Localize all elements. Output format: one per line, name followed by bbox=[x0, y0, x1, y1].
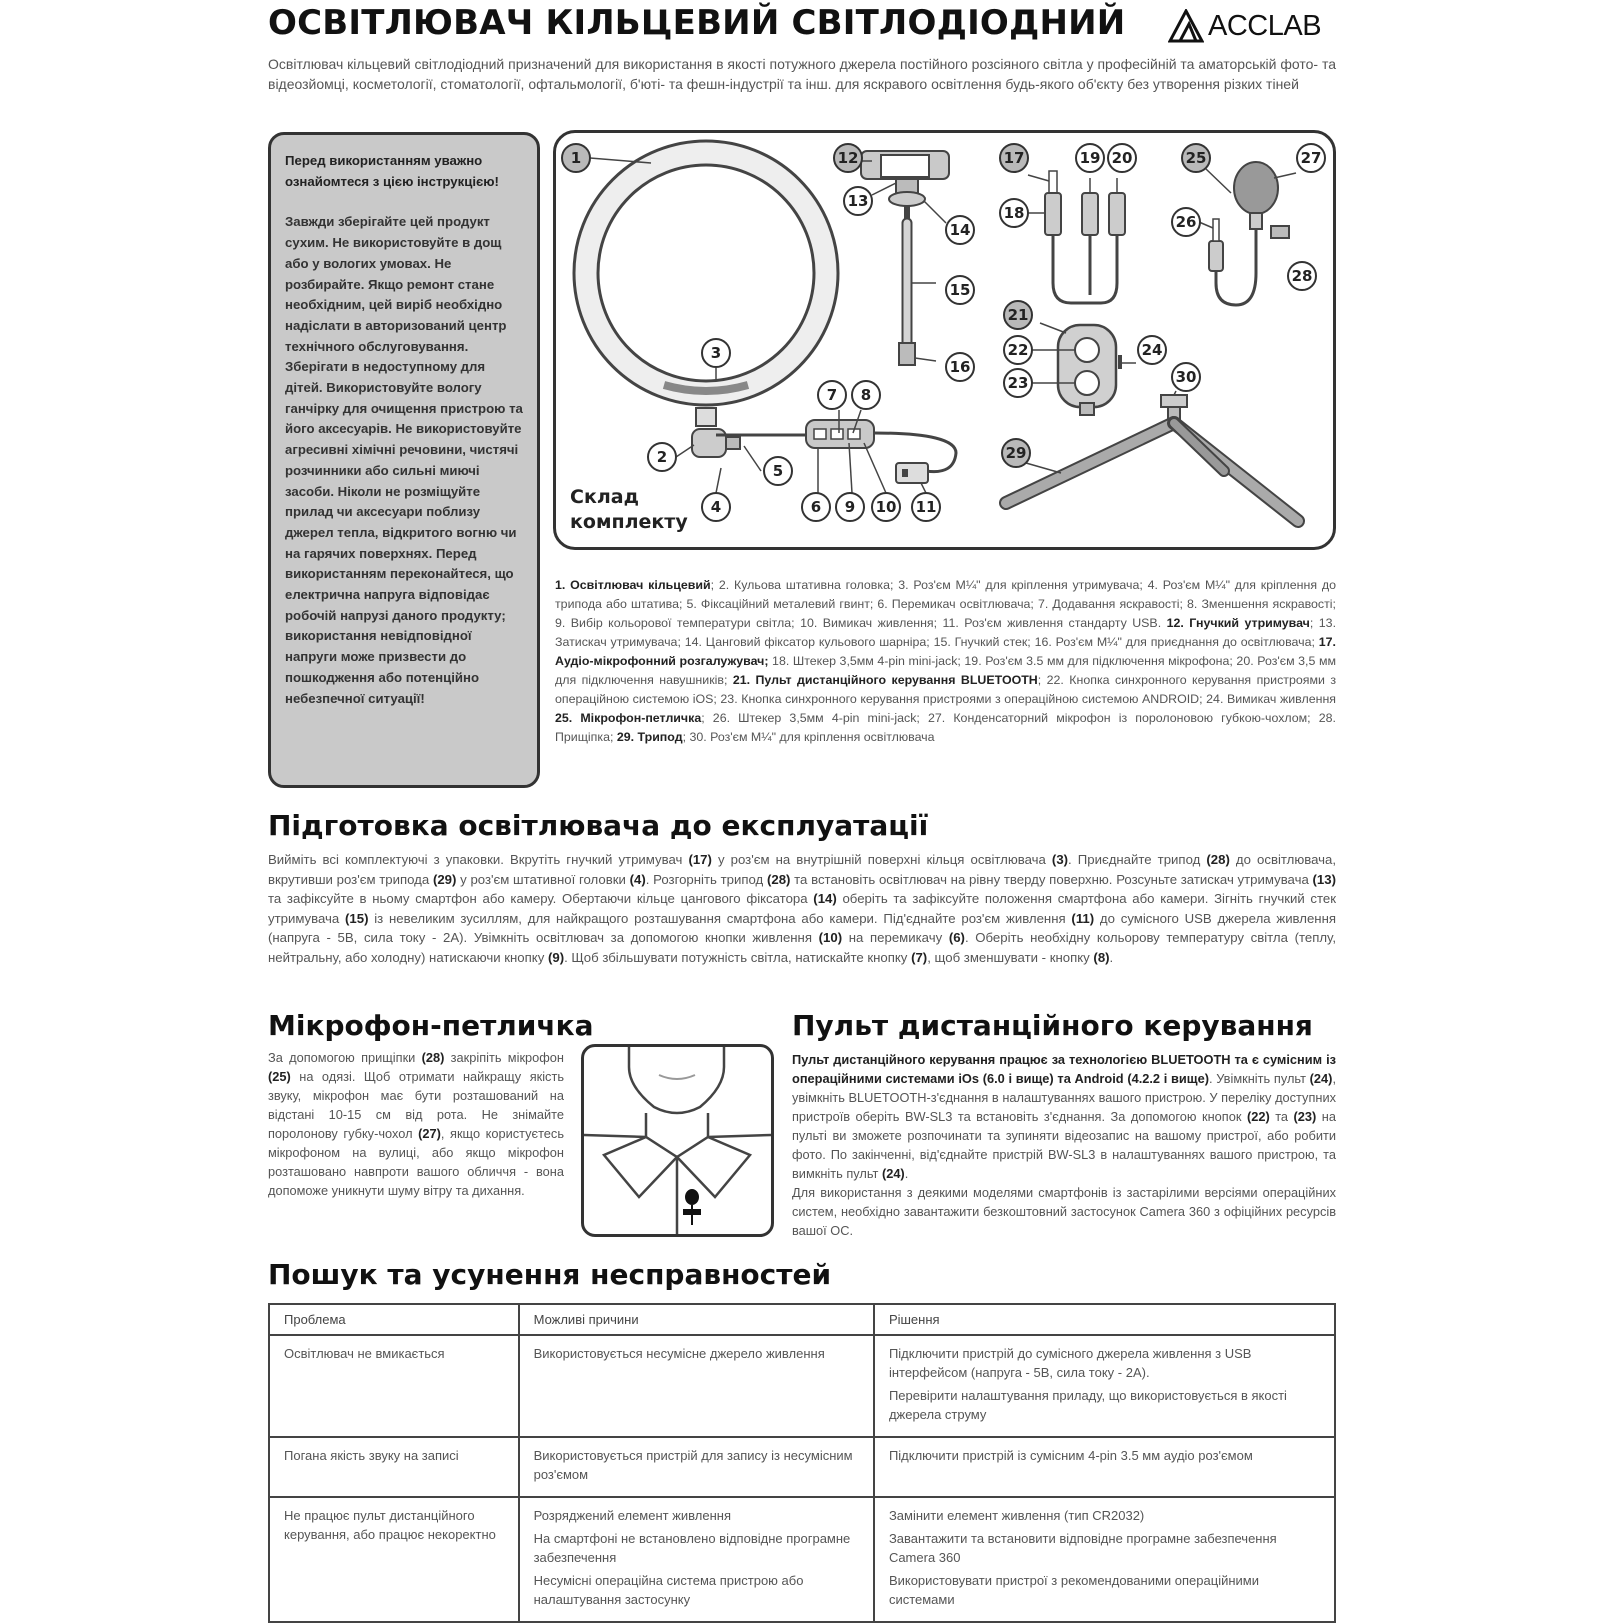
svg-text:26: 26 bbox=[1175, 213, 1197, 231]
table-header-solutions: Рішення bbox=[874, 1304, 1335, 1335]
page-title: ОСВІТЛЮВАЧ КІЛЬЦЕВИЙ СВІТЛОДІОДНИЙ bbox=[268, 3, 1126, 43]
table-row bbox=[269, 1335, 1335, 1437]
svg-text:27: 27 bbox=[1300, 149, 1322, 167]
brand-name: ACCLAB bbox=[1208, 10, 1322, 42]
kit-callout-21 bbox=[1004, 301, 1032, 329]
mic-usage-illustration-box bbox=[581, 1044, 774, 1237]
parts-group-21: ; 22. Кнопка синхронного керування пристроями з операційною системою iOS; 23. Кнопка синхронного керування пристроями з операційною системою ANDROID; 24. Вимикач живлення bbox=[555, 673, 1336, 706]
part-17-label: 17. Аудіо-мікрофонний розгалужувач; bbox=[555, 635, 1336, 668]
kit-callout-4 bbox=[702, 493, 730, 521]
svg-text:23: 23 bbox=[1007, 374, 1029, 392]
kit-callout-23 bbox=[1004, 369, 1032, 397]
svg-text:5: 5 bbox=[772, 462, 784, 480]
kit-callout-14 bbox=[946, 216, 974, 244]
part-12-label: 12. Гнучкий утримувач bbox=[1166, 616, 1310, 630]
kit-callout-19 bbox=[1076, 144, 1104, 172]
table-cell-causes: Використовується пристрій для запису із несумісним роз'ємом bbox=[519, 1437, 874, 1497]
kit-callout-3 bbox=[702, 339, 730, 367]
table-row bbox=[269, 1437, 1335, 1497]
kit-callout-10 bbox=[872, 493, 900, 521]
kit-label-line1: Склад bbox=[570, 486, 639, 508]
mic-title: Мікрофон-петличка bbox=[268, 1009, 594, 1042]
kit-callout-1 bbox=[562, 144, 590, 172]
kit-contents-box bbox=[553, 130, 1336, 550]
kit-callout-22 bbox=[1004, 336, 1032, 364]
kit-callout-30 bbox=[1172, 363, 1200, 391]
kit-callout-18 bbox=[1000, 199, 1028, 227]
parts-group-29: ; 30. Роз'єм М¼" для кріплення освітлювача bbox=[682, 730, 935, 744]
kit-callout-16 bbox=[946, 353, 974, 381]
troubleshoot-table bbox=[268, 1303, 1336, 1623]
svg-text:30: 30 bbox=[1175, 368, 1197, 386]
kit-callout-25 bbox=[1182, 144, 1210, 172]
kit-callout-17 bbox=[1000, 144, 1028, 172]
svg-text:14: 14 bbox=[949, 221, 971, 239]
kit-callout-15 bbox=[946, 276, 974, 304]
svg-text:3: 3 bbox=[710, 344, 722, 362]
svg-text:20: 20 bbox=[1111, 149, 1133, 167]
kit-callout-5 bbox=[764, 457, 792, 485]
remote-paragraph: Пульт дистанційного керування працює за технологією BLUETOOTH та є сумісним із операційними системами iOs (6.0 і вище) та Android (4.2.2 і вище). Увімкніть пульт (24), увімкніть BLUETOOTH-з'єднання в налаштуваннях вашого пристрою. У переліку доступних пристроїв оберіть BW-SL3 та встановіть з'єднання. За допомогою кнопок (22) та (23) на пульті ви зможете розпочинати та зупиняти відеозапис на вашому пристрої, або робити фото. По закінченні, від'єднайте пристрій BW-SL3 в налаштуваннях вашого пристрою, та вимкніть пульт (24). Для використання з деякими моделями смартфонів із застарілими версіями операційних систем, необхідно завантажити безкоштовний застосунок Camera 360 з офіційних ресурсів вашої ОС. bbox=[792, 1052, 1336, 1238]
kit-callout-6 bbox=[802, 493, 830, 521]
kit-callout-12 bbox=[834, 144, 862, 172]
svg-text:4: 4 bbox=[710, 498, 722, 516]
table-cell-problem: Освітлювач не вмикається bbox=[269, 1335, 519, 1437]
kit-callout-27 bbox=[1297, 144, 1325, 172]
parts-group-12: ; 13. Затискач утримувача; 14. Цанговий фіксатор кульового шарніра; 15. Гнучкий стек; 16. Роз'єм М¼" для приєднання до освітлювача; bbox=[555, 616, 1337, 649]
svg-text:17: 17 bbox=[1003, 149, 1025, 167]
troubleshoot-title: Пошук та усунення несправностей bbox=[268, 1258, 832, 1291]
table-header-causes: Можливі причини bbox=[519, 1304, 874, 1335]
svg-text:22: 22 bbox=[1007, 341, 1029, 359]
svg-text:6: 6 bbox=[810, 498, 822, 516]
warning-text bbox=[285, 151, 525, 709]
table-cell-causes: Використовується несумісне джерело живлення bbox=[519, 1335, 874, 1437]
prep-title: Підготовка освітлювача до експлуатації bbox=[268, 809, 929, 842]
warning-box bbox=[268, 132, 540, 788]
warning-heading: Перед використанням уважно ознайомтеся з цією інструкцією! bbox=[285, 153, 499, 189]
svg-text:11: 11 bbox=[915, 498, 937, 516]
svg-text:9: 9 bbox=[844, 498, 856, 516]
svg-text:12: 12 bbox=[837, 149, 859, 167]
part-21-label: 21. Пульт дистанційного керування BLUETOOTH bbox=[732, 673, 1038, 687]
remote-title: Пульт дистанційного керування bbox=[792, 1009, 1313, 1042]
kit-callout-9 bbox=[836, 493, 864, 521]
audio-splitter-illustration bbox=[1045, 171, 1125, 303]
table-cell-causes: Розряджений елемент живлення На смартфоні не встановлено відповідне програмне забезпечення Несумісні операційна система пристрою або налаштування застосунку bbox=[519, 1497, 874, 1622]
table-cell-solutions: Підключити пристрій до сумісного джерела живлення з USB інтерфейсом (напруга - 5В, сила току - 2А). Перевірити налаштування приладу, що використовується в якості джерела струму bbox=[874, 1335, 1335, 1437]
table-header-problem: Проблема bbox=[269, 1304, 519, 1335]
svg-text:25: 25 bbox=[1185, 149, 1207, 167]
intro-paragraph: Освітлювач кільцевий світлодіодний призначений для використання в якості потужного джерела постійного розсіяного світла у професійній та аматорській фото- та відеозйомці, косметології, стоматології, офтальмології, б'юті- та фешн-індустрії та інш. для яскравого освітлення будь-якого об'єкту без утворення різких тіней bbox=[268, 56, 1336, 92]
kit-label bbox=[570, 485, 688, 535]
parts-group-17: 18. Штекер 3,5мм 4-pin mini-jack; 19. Роз'єм 3.5 мм для підключення мікрофона; 20. Роз'єм 3,5 мм для підключення навушників; bbox=[555, 654, 1336, 687]
kit-callout-24 bbox=[1138, 336, 1166, 364]
brand-logo bbox=[1168, 8, 1338, 44]
kit-callout-29 bbox=[1002, 439, 1030, 467]
mic-paragraph: За допомогою прищіпки (28) закріпіть мікрофон (25) на одязі. Щоб отримати найкращу якість звуку, мікрофон має бути розташований на відстані 10-15 см від рота. Не знімайте поролонову губку-чохол (27), якщо користуєтесь мікрофоном на вулиці, або якщо мікрофон розташовано навпроти вашого обличчя - вона допоможе уникнути шуму вітру та дихання. bbox=[268, 1050, 564, 1198]
svg-text:28: 28 bbox=[1291, 267, 1313, 285]
svg-text:8: 8 bbox=[860, 386, 872, 404]
parts-group-25: ; 26. Штекер 3,5мм 4-pin mini-jack; 27. Конденсаторний мікрофон із поролоновою губкою-чохлом; 28. Прищіпка; bbox=[555, 711, 1336, 744]
part-25-label: 25. Мікрофон-петличка bbox=[555, 711, 702, 725]
kit-label-line2: комплекту bbox=[570, 511, 688, 533]
svg-text:10: 10 bbox=[875, 498, 897, 516]
svg-text:18: 18 bbox=[1003, 204, 1025, 222]
svg-text:29: 29 bbox=[1005, 444, 1027, 462]
remote-illustration bbox=[1058, 325, 1122, 415]
table-cell-problem: Не працює пульт дистанційного керування, або працює некоректно bbox=[269, 1497, 519, 1622]
parts-list bbox=[555, 576, 1336, 747]
table-cell-solutions: Замінити елемент живлення (тип CR2032) Завантажити та встановити відповідне програмне забезпечення Camera 360 Використовувати пристрої з рекомендованими операційними системами bbox=[874, 1497, 1335, 1622]
svg-text:21: 21 bbox=[1007, 306, 1029, 324]
kit-callout-8 bbox=[852, 381, 880, 409]
remote-note: Для використання з деякими моделями смартфонів із застарілими версіями операційних систем, необхідно завантажити безкоштовний застосунок Camera 360 з офіційних ресурсів вашої ОС. bbox=[792, 1185, 1336, 1238]
part-1-label: 1. Освітлювач кільцевий bbox=[555, 578, 711, 592]
kit-callout-20 bbox=[1108, 144, 1136, 172]
kit-callout-28 bbox=[1288, 262, 1316, 290]
svg-text:24: 24 bbox=[1141, 341, 1163, 359]
kit-callout-2 bbox=[648, 443, 676, 471]
table-header-row bbox=[269, 1304, 1335, 1335]
mic-usage-illustration bbox=[584, 1047, 771, 1234]
prep-paragraph: Вийміть всі комплектуючі з упаковки. Вкрутіть гнучкий утримувач (17) у роз'єм на внутрішній поверхні кільця освітлювача (3). Приєднайте трипод (28) до освітлювача, вкрутивши роз'єм трипода (29) у роз'єм штативної головки (4). Розгорніть трипод (28) та встановіть освітлювач на рівну тверду поверхню. Розсуньте затискач утримувача (13) та зафіксуйте в ньому смартфон або камеру. Обертаючи кільце цангового фіксатора (14) оберіть та зафіксуйте положення смартфона або камери. Зігніть гнучкий стек утримувача (15) із невеликим зусиллям, для найкращого розташування смартфона або камери. Під'єднайте роз'єм живлення (11) до сумісного USB джерела живлення (напруга - 5В, сила току - 2А). Увімкніть освітлювач за допомогою кнопки живлення (10) на перемикачу (6). Оберіть необхідну кольорову температуру світла (теплу, нейтральну, або холодну) натискаючи кнопку (9). Щоб збільшувати потужність світла, натискайте кнопку (7), щоб зменшувати - кнопку (8). bbox=[268, 852, 1337, 965]
svg-text:13: 13 bbox=[847, 192, 869, 210]
warning-body: Завжди зберігайте цей продукт сухим. Не використовуйте в дощ або у вологих умовах. Не розбирайте. Якщо ремонт стане необхідним, цей виріб необхідно надіслати в авторизований центр технічного обслуговування. Зберігати в недоступному для дітей. Використовуйте вологу ганчірку для очищення пристрою та його аксесуарів. Не використовуйте агресивні хімічні речовини, чистячі розчинники або сильні миючі засоби. Ніколи не розміщуйте прилад чи аксесуари поблизу джерел тепла, відкритого вогню чи на гарячих поверхнях. Перед використанням переконайтеся, що електрична напруга відповідає робочій напрузі даного продукту; використання невідповідної напруги може призвести до пошкодження або потенційно небезпечної ситуації! bbox=[285, 214, 523, 706]
svg-text:19: 19 bbox=[1079, 149, 1101, 167]
kit-callout-26 bbox=[1172, 208, 1200, 236]
table-row bbox=[269, 1497, 1335, 1622]
table-cell-problem: Погана якість звуку на записі bbox=[269, 1437, 519, 1497]
svg-text:15: 15 bbox=[949, 281, 971, 299]
tripod-illustration bbox=[1006, 395, 1298, 521]
kit-callout-13 bbox=[844, 187, 872, 215]
part-29-label: 29. Трипод bbox=[616, 730, 683, 744]
kit-callout-7 bbox=[818, 381, 846, 409]
parts-group-1: ; 2. Кульова штативна головка; 3. Роз'єм М¼" для кріплення утримувача; 4. Роз'єм М¼" для кріплення до трипода або штатива; 5. Фіксаційний металевий гвинт; 6. Перемикач освітлювача; 7. Додавання яскравості; 8. Зменшення яскравості; 9. Вибір кольорової температури світла; 10. Вимикач живлення; 11. Роз'єм живлення стандарту USB. bbox=[555, 578, 1337, 630]
flexible-holder-illustration bbox=[861, 151, 949, 365]
svg-text:7: 7 bbox=[826, 386, 838, 404]
svg-text:16: 16 bbox=[949, 358, 971, 376]
svg-text:1: 1 bbox=[570, 149, 582, 167]
kit-callout-11 bbox=[912, 493, 940, 521]
table-cell-solutions: Підключити пристрій із сумісним 4-pin 3.5 мм аудіо роз'ємом bbox=[874, 1437, 1335, 1497]
acclab-logo-icon bbox=[1168, 9, 1204, 43]
svg-text:2: 2 bbox=[656, 448, 668, 466]
